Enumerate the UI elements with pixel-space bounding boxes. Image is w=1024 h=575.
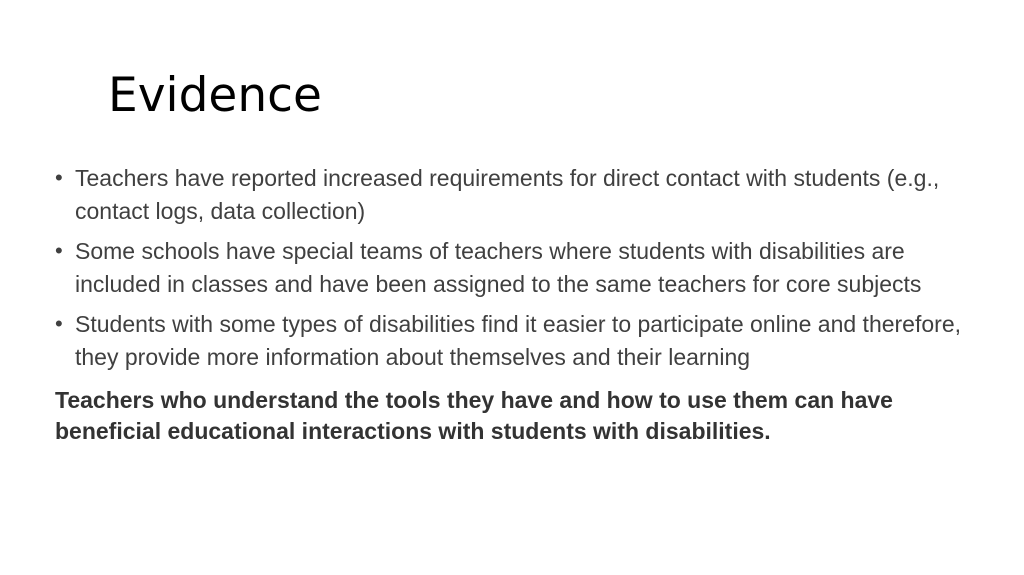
slide-title: Evidence: [108, 68, 322, 123]
bullet-marker: •: [55, 311, 63, 336]
bullet-item: [55, 235, 975, 300]
slide-content: [55, 162, 975, 447]
bullet-text: Some schools have special teams of teachers where students with disabilities are included in classes and have been assigned to the same teachers for core subjects: [75, 238, 922, 297]
bullet-list: [55, 162, 975, 373]
bullet-marker: •: [55, 238, 63, 263]
conclusion-text: Teachers who understand the tools they have and how to use them can have beneficial educational interactions with students with disabilities.: [55, 387, 893, 444]
bullet-marker: •: [55, 165, 63, 190]
bullet-text: Teachers have reported increased requirements for direct contact with students (e.g., contact logs, data collection): [75, 165, 940, 224]
bullet-text: Students with some types of disabilities find it easier to participate online and therefore, they provide more information about themselves and their learning: [75, 311, 961, 370]
bullet-item: [55, 162, 975, 227]
bullet-item: [55, 308, 975, 373]
